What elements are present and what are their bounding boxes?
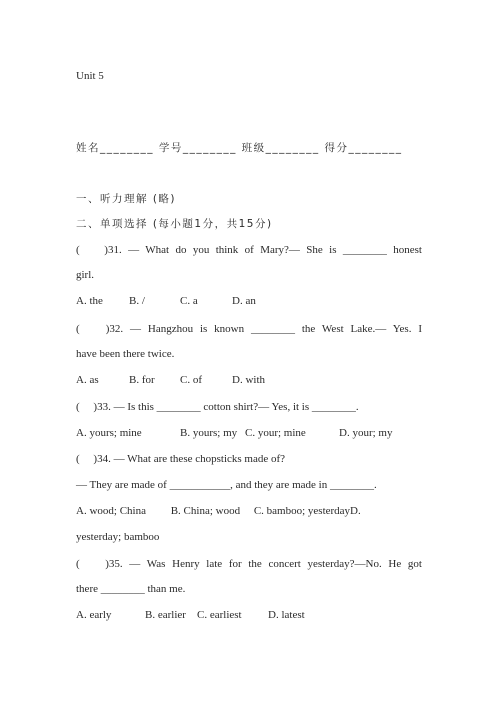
question-34-options-line-1: A. wood; China B. China; wood C. bamboo; yesterdayD. — [76, 505, 361, 517]
question-34-options-line-2: yesterday; bamboo — [76, 531, 160, 543]
question-31-option-a: A. the — [76, 295, 103, 307]
question-33-option-b: B. yours; my — [180, 427, 238, 439]
question-31-option-d: D. an — [232, 295, 256, 307]
question-33-option-a: A. yours; mine — [76, 427, 142, 439]
unit-title: Unit 5 — [76, 70, 104, 82]
question-35-option-d: D. latest — [268, 609, 305, 621]
section-listening-heading: 一、听力理解 (略) — [76, 193, 177, 205]
question-31-line-2: girl. — [76, 269, 95, 281]
question-35-option-c: C. earliest — [197, 609, 242, 621]
question-35-option-b: B. earlier — [145, 609, 186, 621]
question-32-option-c: C. of — [180, 374, 202, 386]
question-31-option-b: B. / — [129, 295, 145, 307]
question-35-line-2: there ________ than me. — [76, 583, 186, 595]
question-32-line-1: ( )32. — Hangzhou is known ________ the West Lake.— Yes. I — [76, 323, 422, 335]
question-31-option-c: C. a — [180, 295, 198, 307]
question-32-option-a: A. as — [76, 374, 99, 386]
student-info-fields: 姓名________ 学号________ 班级________ 得分________ — [76, 142, 403, 154]
question-31-line-1: ( )31. — What do you think of Mary?— She is ________ honest — [76, 244, 422, 256]
question-32-option-b: B. for — [129, 374, 155, 386]
question-33-option-d: D. your; my — [339, 427, 393, 439]
question-32-option-d: D. with — [232, 374, 265, 386]
question-35-option-a: A. early — [76, 609, 112, 621]
question-35-line-1: ( )35. — Was Henry late for the concert yesterday?—No. He got — [76, 558, 422, 570]
question-33-line-1: ( )33. — Is this ________ cotton shirt?— Yes, it is ________. — [76, 401, 359, 413]
section-multiple-choice-heading: 二、单项选择 (每小题1分，共15分) — [76, 218, 273, 230]
question-34-line-1: ( )34. — What are these chopsticks made of? — [76, 453, 286, 465]
question-33-option-c: C. your; mine — [245, 427, 306, 439]
question-32-line-2: have been there twice. — [76, 348, 175, 360]
question-34-line-2: — They are made of ___________, and they are made in ________. — [76, 479, 377, 491]
